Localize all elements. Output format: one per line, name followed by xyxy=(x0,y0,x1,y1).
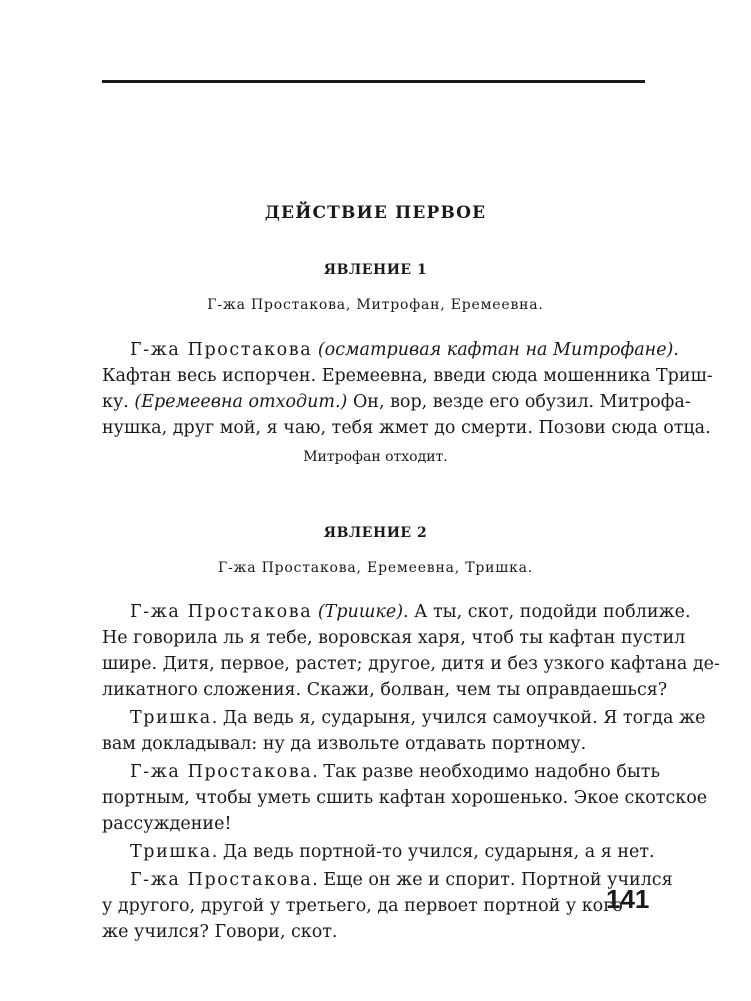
scene-2-line-10 xyxy=(102,842,655,862)
text: . Еще он же и спорит. Портной учился xyxy=(312,870,673,890)
speaker: Г-жа Простакова xyxy=(130,870,313,890)
scene-1-line-4: нушка, друг мой, я чаю, тебя жмет до смерти. Позови сюда отца. xyxy=(102,418,711,438)
scene-1-line-3 xyxy=(102,392,691,412)
stage-direction: (Еремеевна отходит.) xyxy=(134,392,348,412)
scene-2-line-12: у другого, другой у третьего, да первоет портной у кого xyxy=(102,896,623,916)
scene-2-line-5 xyxy=(102,708,706,728)
text: . Да ведь я, сударыня, учился самоучкой. Я тогда же xyxy=(211,708,706,728)
page-number: 141 xyxy=(606,884,650,914)
speaker: Тришка xyxy=(130,708,212,728)
speaker: Г-жа Простакова xyxy=(130,340,313,360)
scene-2-title: ЯВЛЕНИЕ 2 xyxy=(323,525,428,541)
scene-1-line-2: Кафтан весь испорчен. Еремеевна, введи сюда мошенника Триш- xyxy=(102,366,713,386)
scene-1-title: ЯВЛЕНИЕ 1 xyxy=(323,262,428,278)
scene-2-line-1 xyxy=(102,602,691,622)
speaker: Тришка xyxy=(130,842,212,862)
speaker: Г-жа Простакова xyxy=(130,762,313,782)
text: ку. xyxy=(102,392,129,412)
speaker: Г-жа Простакова xyxy=(130,602,313,622)
scene-1-stage-direction: Митрофан отходит. xyxy=(303,449,448,465)
scene-1-cast: Г-жа Простакова, Митрофан, Еремеевна. xyxy=(207,297,544,313)
scene-2-line-13: же учился? Говори, скот. xyxy=(102,922,338,942)
scene-2-line-4: ликатного сложения. Скажи, болван, чем ты оправдаешься? xyxy=(102,680,668,700)
scene-2-line-2: Не говорила ль я тебе, воровская харя, чтоб ты кафтан пустил xyxy=(102,628,686,648)
scene-2-line-6: вам докладывал: ну да извольте отдавать портному. xyxy=(102,734,587,754)
header-rule xyxy=(102,80,645,83)
scene-2-line-11 xyxy=(102,870,673,890)
stage-direction: (Тришке) xyxy=(317,602,404,622)
text: . А ты, скот, подойди поближе. xyxy=(403,602,691,622)
scene-2-line-7 xyxy=(102,762,660,782)
text: . xyxy=(673,340,679,360)
scene-2-line-9: рассуждение! xyxy=(102,814,232,834)
scene-2-cast: Г-жа Простакова, Еремеевна, Тришка. xyxy=(217,560,534,576)
text: . Да ведь портной-то учился, сударыня, а я нет. xyxy=(211,842,655,862)
scene-2-line-8: портным, чтобы уметь сшить кафтан хорошенько. Экое скотское xyxy=(102,788,708,808)
text: Он, вор, везде его обузил. Митрофа- xyxy=(352,392,691,412)
text: . Так разве необходимо надобно быть xyxy=(312,762,660,782)
act-title: ДЕЙСТВИЕ ПЕРВОЕ xyxy=(264,203,487,223)
scene-2-line-3: шире. Дитя, первое, растет; другое, дитя и без узкого кафтана де- xyxy=(102,654,720,674)
scene-1-line-1 xyxy=(102,340,679,360)
stage-direction: (осматривая кафтан на Митрофане) xyxy=(317,340,674,360)
